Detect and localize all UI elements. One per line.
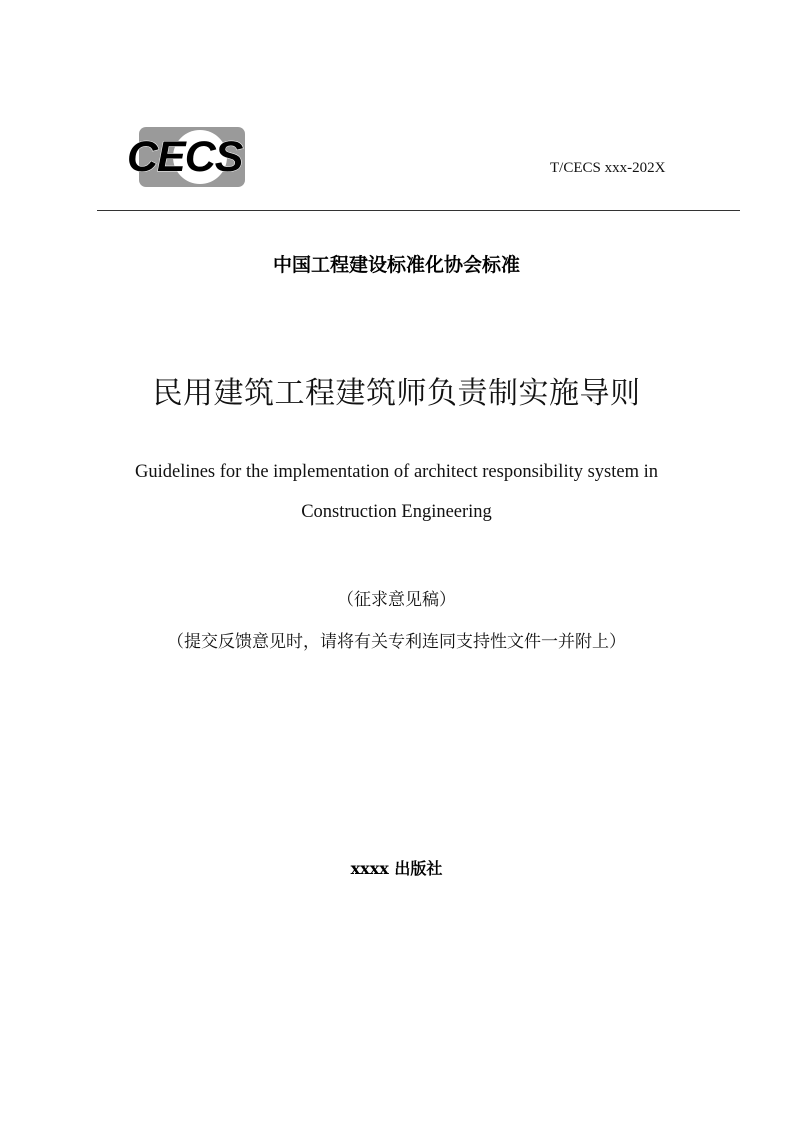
header-divider (97, 210, 740, 211)
cecs-logo (127, 127, 245, 187)
draft-status: （征求意见稿） (337, 590, 456, 610)
document-title-english-line1: Guidelines for the implementation of architect responsibility system in (134, 462, 659, 482)
standard-code: T/CECS xxx-202X (550, 160, 666, 176)
document-title-chinese: 民用建筑工程建筑师负责制实施导则 (152, 376, 641, 411)
document-title-english-line2: Construction Engineering (301, 502, 492, 522)
publisher: xxxx 出版社 (350, 859, 443, 878)
submission-note: （提交反馈意见时，请将有关专利连同支持性文件一并附上） (167, 632, 626, 652)
organization-heading: 中国工程建设标准化协会标准 (272, 254, 520, 276)
logo-text: CECS (127, 133, 243, 181)
